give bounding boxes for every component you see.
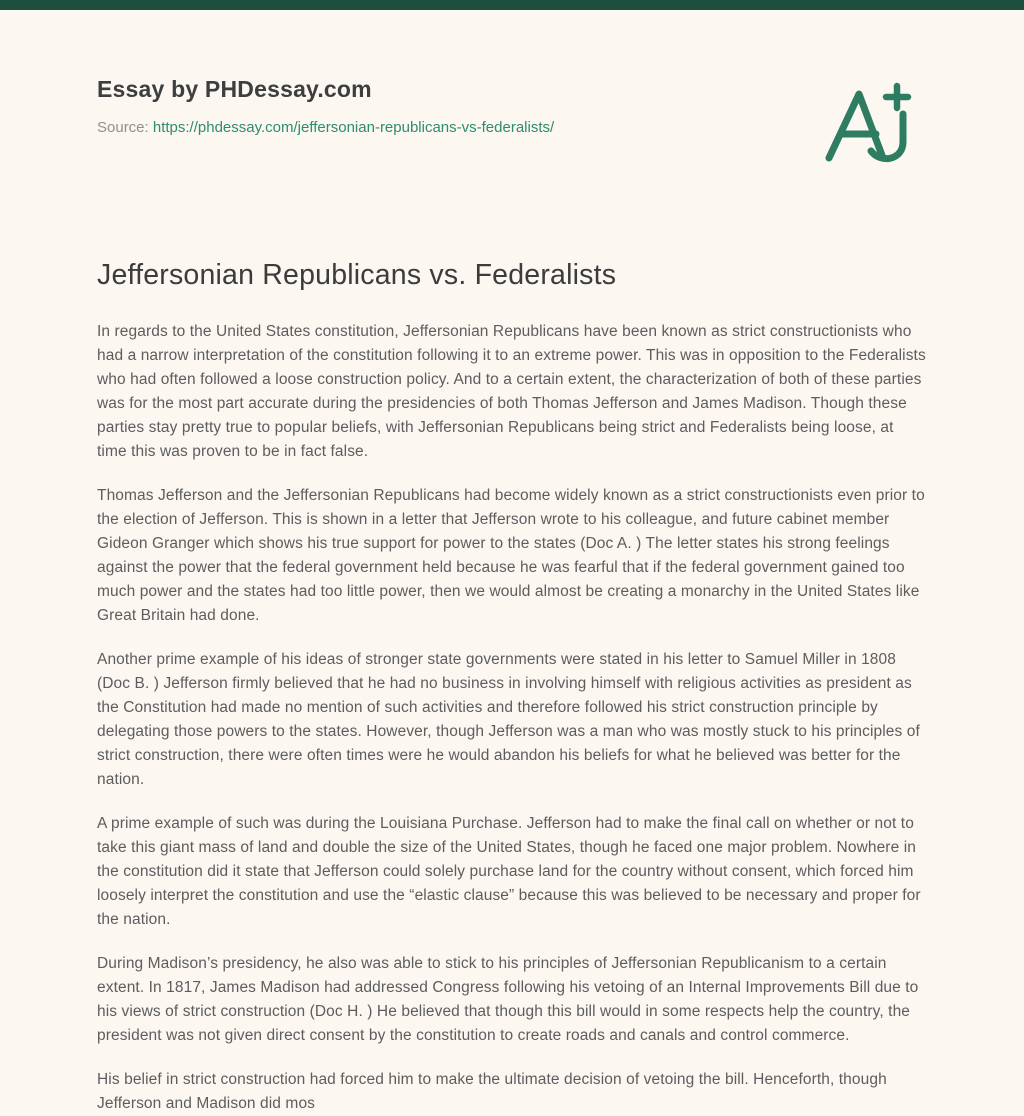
article-paragraph: His belief in strict construction had forced him to make the ultimate decision of vetoing the bill. Henceforth, though Jefferson and Madison did mos (97, 1071, 887, 1112)
header-text-block (97, 76, 554, 136)
article-paragraph: A prime example of such was during the Louisiana Purchase. Jefferson had to make the final call on whether or not to take this giant mass of land and double the size of the United States, though he faced one major problem. Nowhere in the constitution did it state that Jefferson could solely purchase land for the country without consent, which forced him loosely interpret the constitution and use the “elastic clause” because this was believed to be necessary and proper for the nation. (97, 815, 921, 928)
top-accent-bar (0, 0, 1024, 10)
site-title: Essay by PHDessay.com (97, 76, 372, 102)
content-area (0, 76, 1024, 1116)
article-title: Jeffersonian Republicans vs. Federalists (97, 259, 617, 291)
source-line (97, 119, 554, 136)
article-body (97, 320, 927, 1116)
article-paragraph: During Madison’s presidency, he also was able to stick to his principles of Jeffersonian Republicanism to a certain extent. In 1817, James Madison had addressed Congress following his vetoing of an Internal Improvements Bill due to his views of strict construction (Doc H. ) He believed that though this bill would in some respects help the country, the president was not given direct consent by the constitution to create roads and canals and control commerce. (97, 955, 919, 1044)
article-paragraph: Thomas Jefferson and the Jeffersonian Republicans had become widely known as a strict constructionists even prior to the election of Jefferson. This is shown in a letter that Jefferson wrote to his colleague, and future cabinet member Gideon Granger which shows his true support for power to the states (Doc A. ) The letter states his strong feelings against the power that the federal government held because he was fearful that if the federal government gained too much power and the states had too little power, then we would almost be creating a monarchy in the United States like Great Britain had done. (97, 487, 925, 624)
source-url-link[interactable]: https://phdessay.com/jeffersonian-republicans-vs-federalists/ (152, 119, 555, 136)
article-paragraph: In regards to the United States constitution, Jeffersonian Republicans have been known as strict constructionists who had a narrow interpretation of the constitution following it to an extreme power. This was in opposition to the Federalists who had often followed a loose construction policy. And to a certain extent, the characterization of both of these parties was for the most part accurate during the presidencies of both Thomas Jefferson and James Madison. Though these parties stay pretty true to popular beliefs, with Jeffersonian Republicans being strict and Federalists being loose, at time this was proven to be in fact false. (97, 323, 926, 460)
source-label: Source: (97, 119, 149, 136)
article-paragraph: Another prime example of his ideas of stronger state governments were stated in his letter to Samuel Miller in 1808 (Doc B. ) Jefferson firmly believed that he had no business in involving himself with religious activities as president as the Constitution had made no mention of such activities and therefore followed his strict construction principle by delegating those powers to the states. However, though Jefferson was a man who was mostly stuck to his principles of strict construction, there were often times were he would abandon his beliefs for what he believed was better for the nation. (97, 651, 920, 788)
page-header (97, 76, 927, 177)
phdessay-logo-icon (821, 80, 925, 177)
